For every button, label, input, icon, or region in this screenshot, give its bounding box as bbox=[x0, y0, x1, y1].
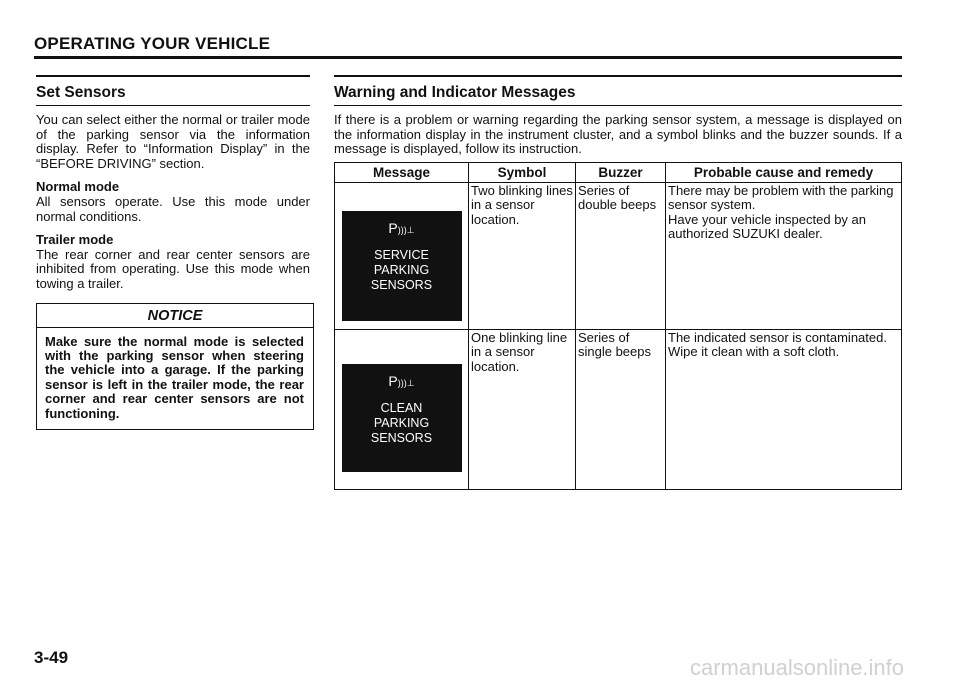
header-rule bbox=[34, 56, 902, 59]
set-sensors-intro: You can select either the normal or trailer mode of the parking sensor via the information display. Refer to “Information Display” in the “BEFORE DRIVING” section. bbox=[36, 112, 310, 171]
symbol-cell: Two blinking lines in a sensor location. bbox=[469, 182, 576, 329]
trailer-mode-text: The rear corner and rear center sensors are inhibited from operating. Use this mode when towing a trailer. bbox=[36, 246, 310, 291]
table-row bbox=[335, 182, 902, 329]
table-row bbox=[335, 329, 902, 489]
message-cell bbox=[335, 182, 469, 329]
display-line: SENSORS bbox=[370, 277, 433, 292]
set-sensors-section bbox=[36, 75, 310, 430]
warning-messages-intro: If there is a problem or warning regarding the parking sensor system, a message is displayed on the information display in the instrument cluster, and a symbol blinks and the buzzer sounds. If a message is displayed, follow its instruction. bbox=[334, 112, 902, 157]
clean-parking-sensors-display bbox=[342, 364, 462, 472]
notice-text: Make sure the normal mode is selected with the parking sensor when steering the vehicle into a garage. If the parking sensor is left in the trailer mode, the rear corner and rear center sensors are not functioning. bbox=[45, 333, 304, 421]
set-sensors-title: Set Sensors bbox=[36, 84, 126, 101]
message-cell bbox=[335, 329, 469, 489]
buzzer-cell: Series of double beeps bbox=[576, 182, 666, 329]
warning-messages-title: Warning and Indicator Messages bbox=[334, 84, 576, 101]
section-rule bbox=[334, 105, 902, 106]
section-rule bbox=[36, 75, 310, 77]
normal-mode-title: Normal mode bbox=[36, 179, 120, 195]
parking-sensor-icon: P)))⊥ bbox=[388, 219, 415, 236]
notice-box bbox=[36, 303, 314, 430]
cause-cell bbox=[666, 182, 902, 329]
remedy-text: Have your vehicle inspected by an authorized SUZUKI dealer. bbox=[668, 211, 867, 242]
header-buzzer: Buzzer bbox=[576, 162, 666, 182]
watermark: carmanualsonline.info bbox=[690, 655, 905, 680]
section-rule bbox=[334, 75, 902, 77]
page-header: OPERATING YOUR VEHICLE bbox=[34, 34, 271, 53]
header-cause: Probable cause and remedy bbox=[666, 162, 902, 182]
warning-messages-section bbox=[334, 75, 902, 490]
warning-messages-table bbox=[334, 162, 902, 490]
symbol-cell: One blinking line in a sensor location. bbox=[469, 329, 576, 489]
header-symbol: Symbol bbox=[469, 162, 576, 182]
parking-sensor-icon: P)))⊥ bbox=[388, 372, 415, 389]
buzzer-cell: Series of single beeps bbox=[576, 329, 666, 489]
display-line: PARKING bbox=[373, 415, 430, 430]
remedy-text: Wipe it clean with a soft cloth. bbox=[668, 344, 840, 360]
cause-text: The indicated sensor is contaminated. bbox=[668, 329, 887, 345]
trailer-mode-title: Trailer mode bbox=[36, 232, 114, 248]
cause-text: There may be problem with the parking sensor system. bbox=[668, 182, 894, 213]
display-line: SERVICE bbox=[374, 247, 429, 262]
normal-mode-text: All sensors operate. Use this mode under normal conditions. bbox=[36, 193, 310, 224]
cause-cell bbox=[666, 329, 902, 489]
header-message: Message bbox=[335, 162, 469, 182]
table-header-row bbox=[335, 162, 902, 182]
display-line: PARKING bbox=[373, 262, 430, 277]
section-rule bbox=[36, 105, 310, 106]
display-line: SENSORS bbox=[370, 430, 433, 445]
notice-title: NOTICE bbox=[37, 304, 313, 328]
service-parking-sensors-display bbox=[342, 211, 462, 321]
display-line: CLEAN bbox=[380, 400, 423, 415]
page-number: 3-49 bbox=[34, 648, 69, 667]
